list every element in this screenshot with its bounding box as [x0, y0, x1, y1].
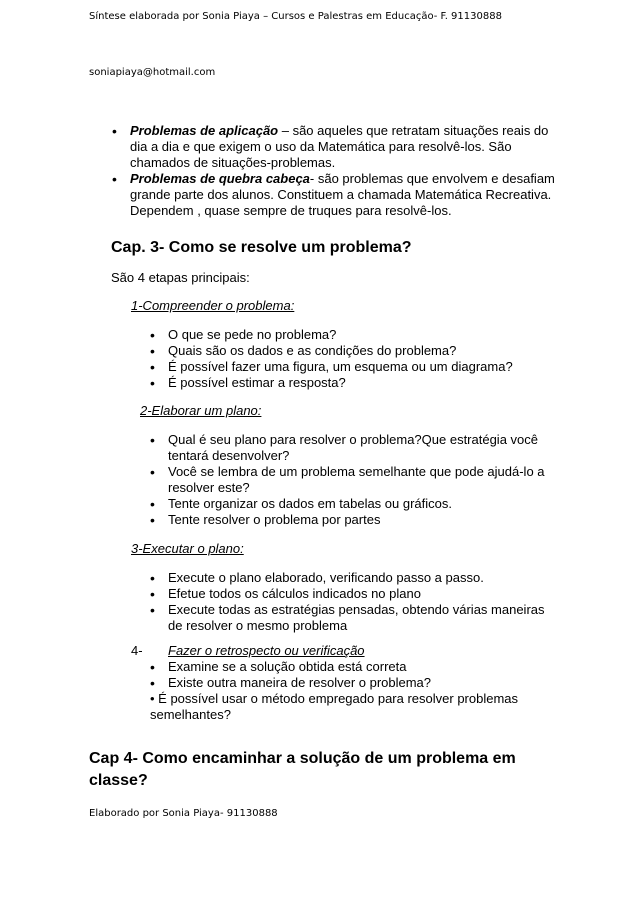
list-item: • É possível fazer uma figura, um esquema ou um diagrama? [148, 359, 548, 375]
list-item: • Examine se a solução obtida está correta [148, 659, 548, 675]
list-item [110, 171, 560, 219]
section-heading-cap3: Cap. 3- Como se resolve um problema? [111, 239, 412, 256]
list-item: • Execute todas as estratégias pensadas, obtendo várias maneiras de resolver o mesmo problema [148, 602, 548, 634]
step2-list [148, 432, 548, 528]
list-item: • Tente organizar os dados em tabelas ou gráficos. [148, 496, 548, 512]
list-item: • Existe outra maneira de resolver o problema? [148, 675, 548, 691]
problem-types-list [110, 123, 560, 219]
term: Problemas de quebra cabeça [130, 171, 310, 186]
step-number: 4- [131, 643, 143, 658]
definition: – são aqueles que retratam situações reais do dia a dia e que exigem o uso da Matemática para resolvê-los. São chamados de situações-problemas. [130, 123, 549, 170]
header-email: soniapiaya@hotmail.com [89, 67, 216, 78]
list-item [110, 123, 560, 171]
list-item: • Tente resolver o problema por partes [148, 512, 548, 528]
section-intro: São 4 etapas principais: [111, 270, 250, 285]
step-title: 1-Compreender o problema: [131, 298, 295, 313]
footer: Elaborado por Sonia Piaya- 91130888 [89, 808, 278, 819]
definition: - são problemas que envolvem e desafiam grande parte dos alunos. Constituem a chamada Matemática Recreativa. Dependem , quase sempre de truques para resolvê-los. [130, 171, 555, 218]
list-item: • Qual é seu plano para resolver o problema?Que estratégia você tentará desenvolver? [148, 432, 548, 464]
section-heading-cap4: Cap 4- Como encaminhar a solução de um problema em classe? [89, 750, 516, 789]
list-item: • Você se lembra de um problema semelhante que pode ajudá-lo a resolver este? [148, 464, 548, 496]
term: Problemas de aplicação [130, 123, 279, 138]
list-item: • Quais são os dados e as condições do problema? [148, 343, 548, 359]
list-item: • Efetue todos os cálculos indicados no plano [148, 586, 548, 602]
step4-list [148, 659, 548, 691]
step-title: Fazer o retrospecto ou verificação [168, 643, 365, 658]
list-item: • Execute o plano elaborado, verificando passo a passo. [148, 570, 548, 586]
step-title: 2-Elaborar um plano: [140, 403, 262, 418]
step-title: 3-Executar o plano: [131, 541, 244, 556]
step1-list [148, 327, 548, 391]
list-item: • É possível estimar a resposta? [148, 375, 548, 391]
header-line: Síntese elaborada por Sonia Piaya – Cursos e Palestras em Educação- F. 91130888 [89, 11, 502, 22]
list-item: • O que se pede no problema? [148, 327, 548, 343]
step4-last-item: • É possível usar o método empregado para resolver problemas semelhantes? [150, 691, 519, 722]
step3-list [148, 570, 548, 634]
